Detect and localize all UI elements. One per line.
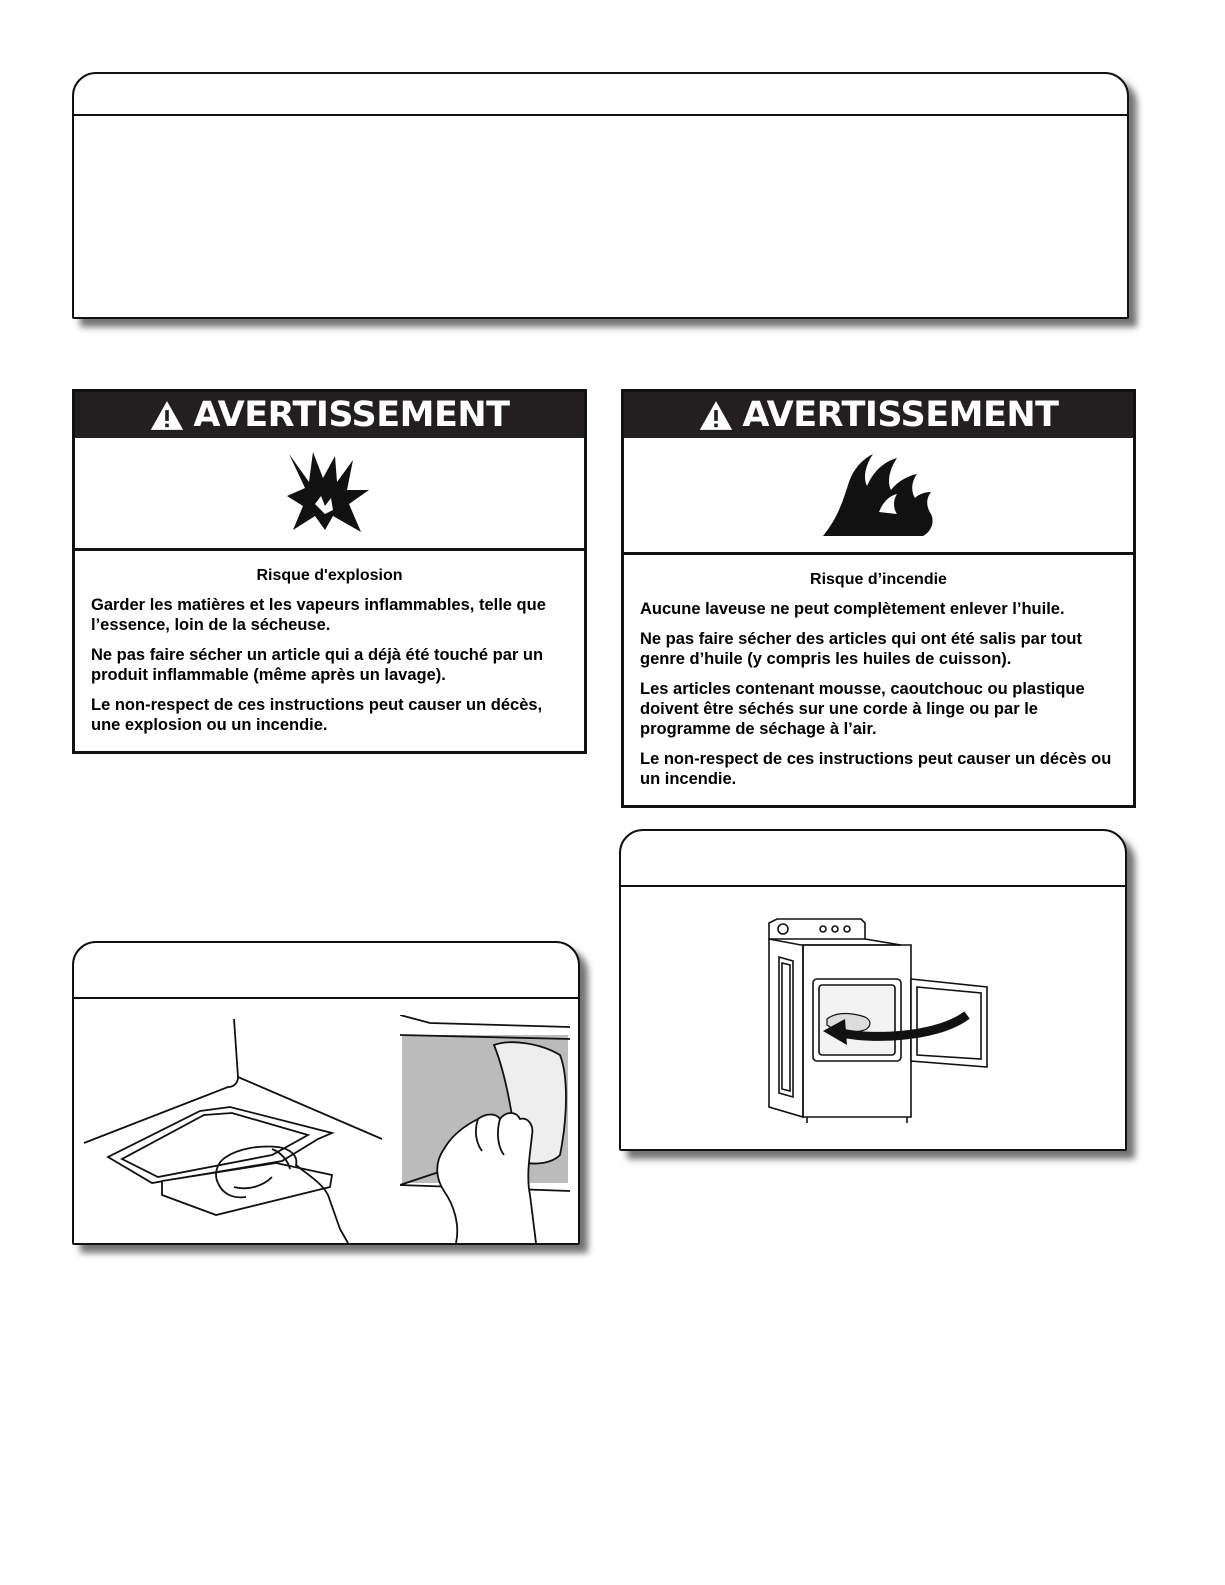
warning-triangle-icon — [149, 399, 185, 432]
warning-body — [624, 555, 1133, 789]
top-info-box — [72, 72, 1129, 319]
top-box-header-rule — [74, 114, 1127, 116]
lint-box — [72, 941, 580, 1245]
explosion-icon — [285, 448, 375, 538]
warning-subtitle: Risque d’incendie — [810, 571, 947, 588]
lint-box-header-rule — [74, 997, 578, 999]
dryer-box — [619, 829, 1127, 1151]
warning-paragraph: Ne pas faire sécher un article qui a déjà été touché par un produit inflammable (même après un lavage). — [91, 646, 544, 684]
warning-paragraph: Le non-respect de ces instructions peut causer un décès, une explosion ou un incendie. — [91, 696, 543, 734]
warning-paragraph: Ne pas faire sécher des articles qui ont été salis par tout genre d’huile (y compris les huiles de cuisson). — [640, 630, 1082, 668]
explosion-icon-area — [75, 438, 584, 551]
warning-fire — [621, 389, 1136, 808]
warning-paragraph: Aucune laveuse ne peut complètement enlever l’huile. — [640, 600, 1065, 618]
drum-cleaning-illustration — [400, 1015, 570, 1243]
dryer-open-door-illustration — [761, 917, 1001, 1127]
warning-explosion — [72, 389, 587, 754]
warning-header-text: AVERTISSEMENT — [742, 395, 1059, 435]
warning-banner — [75, 392, 584, 438]
lint-screen-cleaning-illustration — [82, 1015, 382, 1243]
dryer-box-header-rule — [621, 885, 1125, 887]
warning-paragraph: Le non-respect de ces instructions peut causer un décès ou un incendie. — [640, 750, 1112, 788]
warning-paragraph: Garder les matières et les vapeurs inflammables, telle que l’essence, loin de la sécheuse. — [91, 596, 546, 634]
warning-triangle-icon — [698, 399, 734, 432]
warning-body — [75, 551, 584, 735]
fire-icon — [819, 452, 939, 538]
warning-paragraph: Les articles contenant mousse, caoutchouc ou plastique doivent être séchés sur une corde à linge ou par le programme de séchage à l’air. — [640, 680, 1085, 738]
warning-header-text: AVERTISSEMENT — [193, 395, 510, 435]
fire-icon-area — [624, 438, 1133, 555]
warning-subtitle: Risque d'explosion — [256, 567, 403, 584]
warning-banner — [624, 392, 1133, 438]
